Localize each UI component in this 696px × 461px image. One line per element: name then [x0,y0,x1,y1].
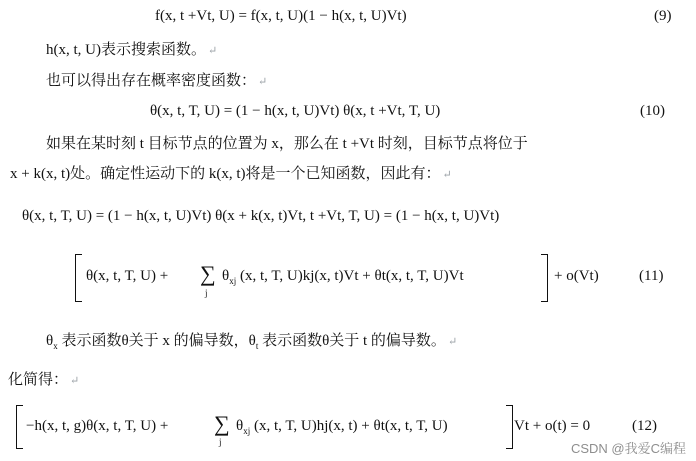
paragraph-mark: ↵ [258,76,268,88]
equation-12-pre: −h(x, t, g)θ(x, t, T, U) + [26,418,169,434]
paragraph-target-line2: x + k(x, t)处。确定性运动下的 k(x, t)将是一个已知函数，因此有： ↵ [10,166,452,182]
summation-index-eq12: j [219,437,222,447]
paragraph-target-line1: 如果在某时刻 t 目标节点的位置为 x，那么在 t +Vt 时刻，目标节点将位于 [46,136,528,152]
equation-12-body: $\theta_{xj}$ (x, t, T, U)hj(x, t) + θt(x, t, T, U) [236,418,448,436]
paragraph-mark: ↵ [70,375,80,387]
watermark: CSDN @我爱C编程 [570,441,686,456]
summation-sign-eq12: ∑ [214,411,230,436]
paragraph-partial-derivatives: $\theta_x$ 表示函数θ关于 x 的偏导数，$\theta_t$ 表示函数θ关于 t 的偏导数。 ↵ [46,333,458,351]
paragraph-simplify: 化简得： ↵ [8,372,80,388]
summation-sign: ∑ [200,261,216,286]
equation-11-tail: + ο(Vt) [554,268,599,284]
equation-11-line2-body: $\theta_{xj}$ (x, t, T, U)kj(x, t)Vt + θt(x, t, T, U)Vt [222,268,464,286]
equation-9: f(x, t +Vt, U) = f(x, t, U)(1 − h(x, t, U)Vt) [155,8,407,24]
equation-9-number: (9) [654,8,672,24]
paragraph-mark: ↵ [208,45,218,57]
paragraph-mark: ↵ [447,336,458,348]
right-bracket-eq12 [506,405,513,449]
summation-index: j [205,288,208,298]
paragraph-search-function: h(x, t, U)表示搜索函数。 ↵ [46,42,218,58]
equation-11-line1: θ(x, t, T, U) = (1 − h(x, t, U)Vt) θ(x + k(x, t)Vt, t +Vt, T, U) = (1 − h(x, t, U)Vt) [22,208,500,224]
equation-11-line2-pre: θ(x, t, T, U) + [86,268,169,284]
equation-12-number: (12) [632,418,657,434]
equation-11-number: (11) [639,268,664,284]
equation-10-number: (10) [640,103,665,119]
right-bracket [541,254,548,302]
paragraph-density: 也可以得出存在概率密度函数： ↵ [46,73,268,89]
equation-10: θ(x, t, T, U) = (1 − h(x, t, U)Vt) θ(x, t +Vt, T, U) [150,103,441,119]
left-bracket-eq12 [16,405,23,449]
equation-12-tail: Vt + ο(t) = 0 [514,418,591,434]
paragraph-mark: ↵ [442,169,452,181]
left-bracket [75,254,82,302]
